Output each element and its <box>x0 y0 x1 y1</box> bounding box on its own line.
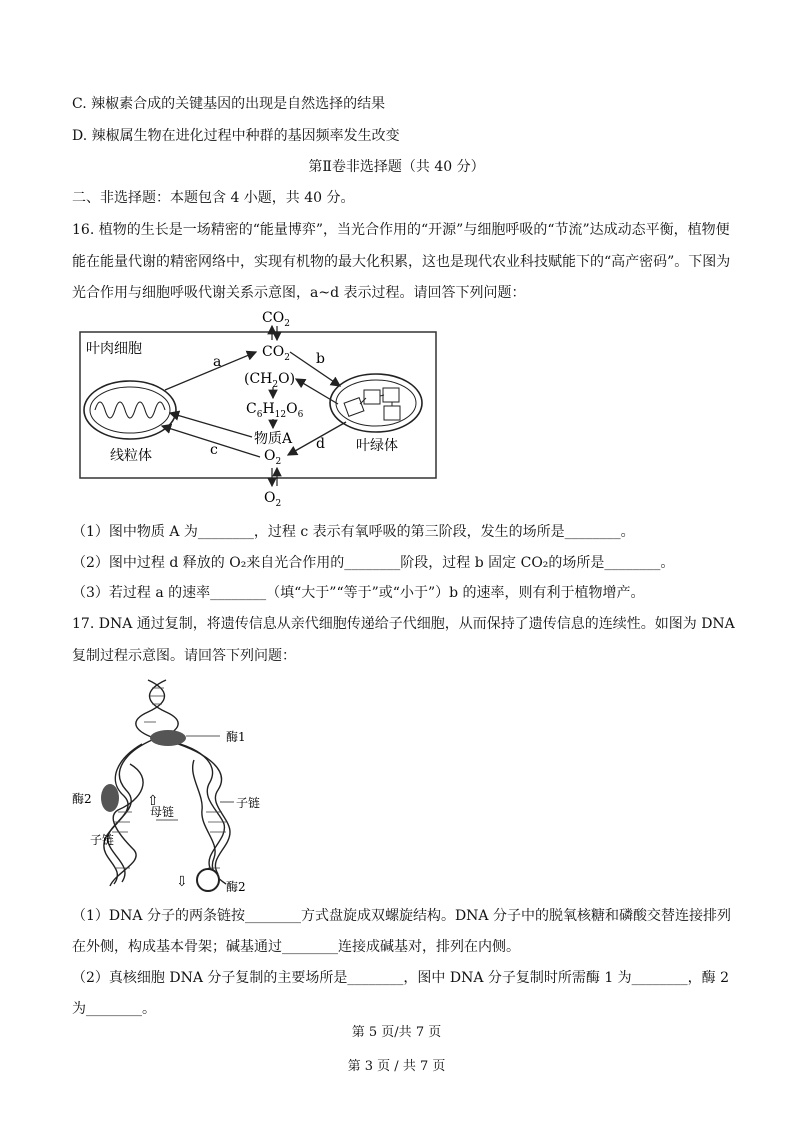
q17-q2-b: 为________。 <box>72 1001 156 1017</box>
q16-q3: （3）若过程 a 的速率________（填“大于”“等于”或“小于”）b 的速率，则有利于植物增产。 <box>72 585 645 601</box>
q16-stem-2: 能在能量代谢的精密网络中，实现有机物的最大化积累，这也是现代农业科技赋能下的“高产密码”。下图为 <box>72 254 731 270</box>
q16-stem-1: 16. 植物的生长是一场精密的“能量博弈”，当光合作用的“开源”与细胞呼吸的“节流”达成动态平衡，植物便 <box>72 222 730 238</box>
q16-q1: （1）图中物质 A 为________，过程 c 表示有氧呼吸的第三阶段，发生的场所是________。 <box>72 524 635 540</box>
glucose: $C_6H_{12}O_6$ <box>246 401 304 420</box>
dna-replication-diagram <box>70 672 280 897</box>
mito-label: 线粒体 <box>110 448 152 464</box>
choice-d: D. 辣椒属生物在进化过程中种群的基因频率发生改变 <box>72 128 400 144</box>
arrow-a-mito <box>170 413 252 437</box>
chloro-label: 叶绿体 <box>356 438 398 454</box>
co2-mid: $CO_2$ <box>262 344 290 363</box>
parent-chain-label: 母链 <box>150 805 175 819</box>
page-number-outer: 第 3 页 / 共 7 页 <box>347 1059 446 1074</box>
enzyme1-label: 酶1 <box>226 730 246 744</box>
arrow-b <box>290 352 340 386</box>
enzyme2-right-shape <box>197 869 219 891</box>
o2-mid: $O_2$ <box>264 448 282 467</box>
choice-c: C. 辣椒素合成的关键基因的出现是自然选择的结果 <box>72 96 386 112</box>
up-arrow-icon: ⇧ <box>147 793 159 809</box>
q16-stem-3: 光合作用与细胞呼吸代谢关系示意图，a~d 表示过程。请回答下列问题： <box>72 285 526 301</box>
mitochondrion-shape <box>84 381 176 439</box>
arrow-ch2o-chloro <box>296 379 338 404</box>
co2-top: $CO_2$ <box>262 310 290 329</box>
q17-q1-a: （1）DNA 分子的两条链按________方式盘旋成双螺旋结构。DNA 分子中的脱氧核糖和磷酸交替连接排列 <box>72 908 731 924</box>
down-arrow-icon: ⇩ <box>176 874 188 890</box>
q17-stem-1: 17. DNA 通过复制，将遗传信息从亲代细胞传递给子代细胞，从而保持了遗传信息的连续性。如图为 DNA <box>72 616 735 632</box>
enzyme2-left-label: 酶2 <box>72 792 92 806</box>
label-a: a <box>213 354 222 370</box>
q17-q2-a: （2）真核细胞 DNA 分子复制的主要场所是________，图中 DNA 分子复制时所需酶 1 为________，酶 2 <box>72 970 730 986</box>
metabolism-diagram <box>70 300 450 515</box>
page-number-inner: 第 5 页/共 7 页 <box>351 1025 442 1040</box>
o2-bottom: $O_2$ <box>264 490 282 509</box>
q17-stem-2: 复制过程示意图。请回答下列问题： <box>72 648 296 664</box>
ch2o: $(CH_2O)$ <box>244 371 296 390</box>
daughter-right-label: 子链 <box>236 796 261 810</box>
label-b: b <box>316 351 325 367</box>
cell-label: 叶肉细胞 <box>86 341 142 357</box>
arrow-a <box>165 352 256 390</box>
substance-a: 物质A <box>254 431 293 447</box>
enzyme2-left-shape <box>101 784 119 812</box>
label-d: d <box>316 436 325 452</box>
section-intro: 二、非选择题：本题包含 4 小题，共 40 分。 <box>72 190 355 206</box>
section-title: 第Ⅱ卷非选择题（共 40 分） <box>308 159 485 175</box>
label-c: c <box>210 442 218 458</box>
enzyme2-right-label: 酶2 <box>226 880 246 894</box>
q17-q1-b: 在外侧，构成基本骨架；碱基通过________连接成碱基对，排列在内侧。 <box>72 939 520 955</box>
enzyme1-shape <box>150 730 186 746</box>
q16-q2: （2）图中过程 d 释放的 O₂来自光合作用的________阶段，过程 b 固定 CO₂的场所是________。 <box>72 555 675 571</box>
daughter-left-label: 子链 <box>90 833 115 847</box>
